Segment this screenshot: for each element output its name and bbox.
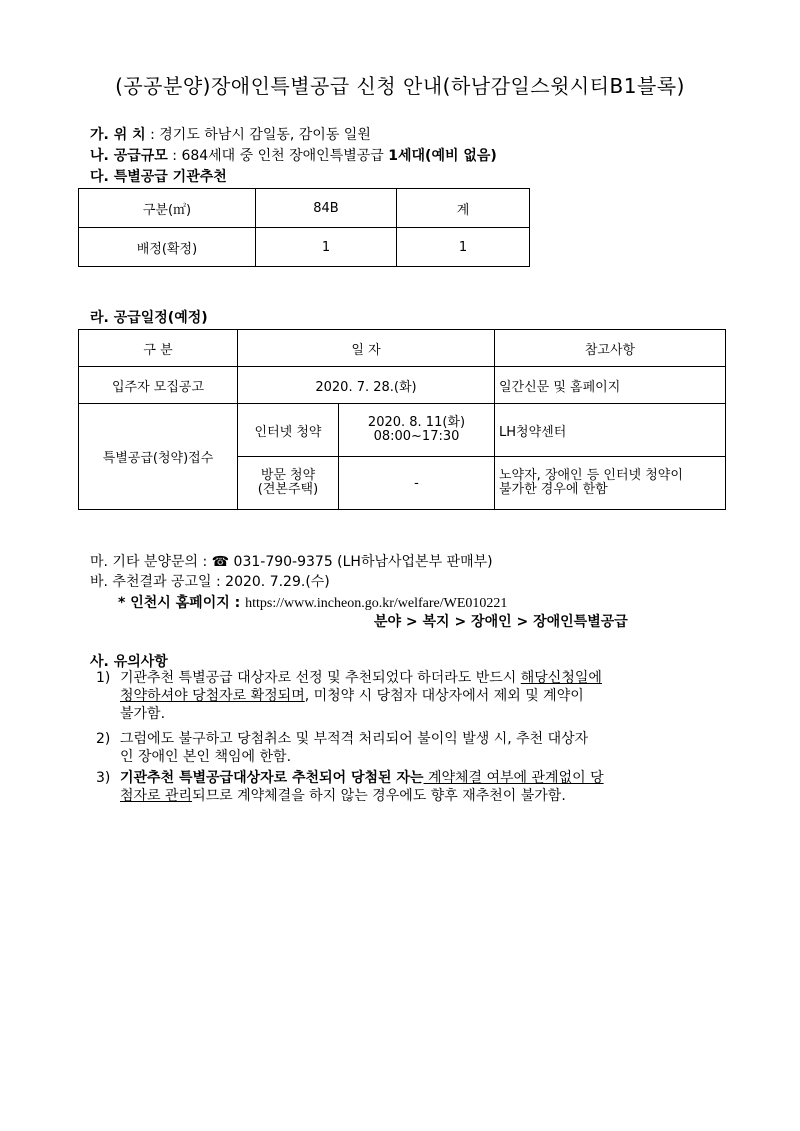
table-row xyxy=(79,330,726,367)
allocation-table xyxy=(78,188,530,267)
schedule-row2b-note-line2: 불가한 경우에 한함 xyxy=(499,482,608,497)
table-row xyxy=(79,228,530,267)
schedule-row1-date: 2020. 7. 28.(화) xyxy=(238,367,495,404)
phone-icon: ☎ xyxy=(211,554,230,570)
schedule-row2b-sub xyxy=(238,457,339,510)
notice-item-1-part-d: , 미청약 시 당첨자 대상자에서 제외 및 계약이 xyxy=(304,688,584,704)
alloc-row-total: 1 xyxy=(397,228,530,267)
schedule-header-notes: 참고사항 xyxy=(495,330,726,367)
notice-item-2-text xyxy=(120,730,726,766)
notice-item-1-text xyxy=(120,669,726,723)
schedule-row2a-date xyxy=(339,404,495,457)
schedule-row2a-date-time: 08:00~17:30 xyxy=(373,429,460,444)
schedule-heading: 라. 공급일정(예정) xyxy=(90,310,208,326)
schedule-table xyxy=(78,329,726,510)
schedule-row2b-note xyxy=(495,457,726,510)
notice-item-1-number: 1) xyxy=(96,670,111,686)
notice-item-2-number: 2) xyxy=(96,731,111,747)
schedule-row2a-note: LH청약센터 xyxy=(495,404,726,457)
schedule-row2b-sub-line2: (견본주택) xyxy=(257,482,319,497)
location-sep: : xyxy=(145,127,160,143)
schedule-row1-label: 입주자 모집공고 xyxy=(79,367,238,404)
notice-item-3-text xyxy=(120,769,726,805)
schedule-row1-note: 일간신문 및 홈페이지 xyxy=(495,367,726,404)
location-line xyxy=(90,124,371,144)
notice-item-1-part-a: 기관추천 특별공급 대상자로 선정 및 추천되었다 하더라도 반드시 xyxy=(120,670,521,686)
location-label: 가. 위 치 xyxy=(90,127,146,143)
announce-date-value: 2020. 7.29.(수) xyxy=(225,574,330,590)
alloc-row-label: 배정(확정) xyxy=(79,228,256,267)
incheon-homepage-url: https://www.incheon.go.kr/welfare/WE010221 xyxy=(245,596,508,611)
schedule-row2-label: 특별공급(청약)접수 xyxy=(79,404,238,510)
inquiry-line xyxy=(90,551,493,571)
table-row xyxy=(79,404,726,457)
supply-scale-label: 나. 공급규모 xyxy=(90,148,168,164)
incheon-homepage-label: * 인천시 홈페이지 : xyxy=(118,595,246,611)
notice-item-2-part-b: 인 장애인 본인 책임에 한함. xyxy=(120,749,292,765)
notice-item-3-part-c: 첨자로 관리 xyxy=(120,788,193,804)
location-value: 경기도 하남시 감일동, 감이동 일원 xyxy=(159,127,371,143)
supply-scale-count: 1세대(예비 없음) xyxy=(388,148,497,164)
table-row xyxy=(79,189,530,228)
schedule-header-date: 일 자 xyxy=(238,330,495,367)
notice-item-3-part-b: 계약체결 여부에 관계없이 당 xyxy=(423,770,604,786)
page-title: (공공분양)장애인특별공급 신청 안내(하남감일스윗시티B1블록) xyxy=(115,74,685,98)
supply-scale-line xyxy=(90,145,497,165)
schedule-row2b-note-line1: 노약자, 장애인 등 인터넷 청약이 xyxy=(499,468,683,483)
notice-item-1 xyxy=(96,669,726,723)
inquiry-value: 031-790-9375 (LH하남사업본부 판매부) xyxy=(229,554,493,570)
agency-recommend-heading: 다. 특별공급 기관추천 xyxy=(90,169,227,185)
schedule-header-category: 구 분 xyxy=(79,330,238,367)
schedule-row2b-date: - xyxy=(339,457,495,510)
announce-date-label: 바. 추천결과 공고일 : xyxy=(90,574,226,590)
announce-date-line xyxy=(90,571,330,591)
notice-item-1-part-b: 해당신청일에 xyxy=(520,670,602,686)
schedule-row2b-sub-line1: 방문 청약 xyxy=(260,468,316,483)
table-row xyxy=(79,367,726,404)
notice-item-2-part-a: 그럼에도 불구하고 당첨취소 및 부적격 처리되어 불이익 발생 시, 추천 대상자 xyxy=(120,731,589,747)
notice-item-3-part-d: 되므로 계약체결을 하지 않는 경우에도 향후 재추천이 불가함. xyxy=(192,788,566,804)
notice-item-3-number: 3) xyxy=(96,770,111,786)
alloc-header-total: 계 xyxy=(397,189,530,228)
alloc-row-84b: 1 xyxy=(256,228,397,267)
supply-scale-sep: : xyxy=(167,148,182,164)
notice-item-3-part-a: 기관추천 특별공급대상자로 추천되어 당첨된 자는 xyxy=(120,770,424,786)
incheon-menu-path: 분야 > 복지 > 장애인 > 장애인특별공급 xyxy=(374,614,628,630)
notice-item-1-part-c: 청약하셔야 당첨자로 확정되며 xyxy=(120,688,305,704)
notice-item-3 xyxy=(96,769,726,805)
incheon-homepage-line xyxy=(118,592,507,612)
alloc-header-category: 구분(㎡) xyxy=(79,189,256,228)
alloc-header-84b: 84B xyxy=(256,189,397,228)
notice-item-1-part-e: 불가함. xyxy=(120,706,166,722)
supply-scale-value: 684세대 중 인천 장애인특별공급 xyxy=(181,148,389,164)
notice-item-2 xyxy=(96,730,726,766)
schedule-row2a-sub: 인터넷 청약 xyxy=(238,404,339,457)
notice-heading: 사. 유의사항 xyxy=(90,654,168,670)
schedule-row2a-date-day: 2020. 8. 11(화) xyxy=(367,415,466,430)
inquiry-label: 마. 기타 분양문의 : xyxy=(90,554,212,570)
